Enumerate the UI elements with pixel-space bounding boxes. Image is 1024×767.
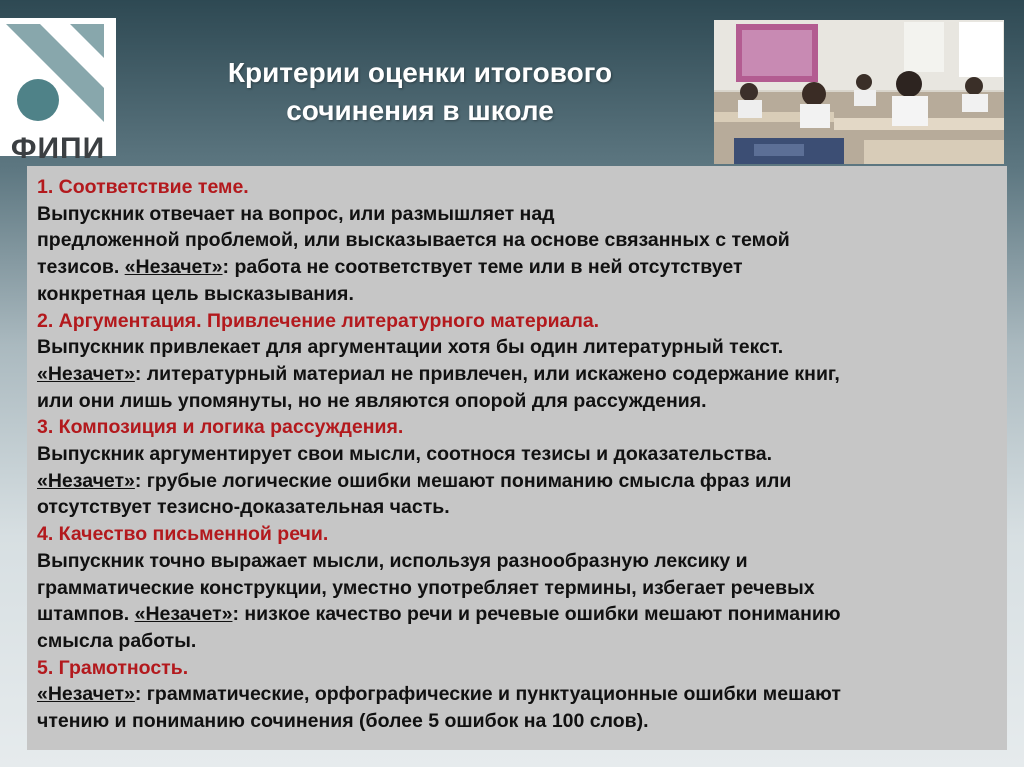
criterion-4-line-2: грамматические конструкции, уместно употребляет термины, избегает речевых xyxy=(37,576,815,599)
criterion-3-line-2: «Незачет»: грубые логические ошибки мешают пониманию смысла фраз или xyxy=(37,469,792,492)
criterion-3-line-3: отсутствует тезисно-доказательная часть. xyxy=(37,496,450,519)
criterion-2-line-2: «Незачет»: литературный материал не привлечен, или искажено содержание книг, xyxy=(37,362,840,385)
criterion-1-line-4: конкретная цель высказывания. xyxy=(37,282,354,305)
fipi-emblem-icon xyxy=(0,18,116,134)
criterion-5-line-1: «Незачет»: грамматические, орфографические и пунктуационные ошибки мешают xyxy=(37,683,841,706)
criterion-1-line-1: Выпускник отвечает на вопрос, или размышляет над xyxy=(37,202,555,225)
criterion-1-line-3: тезисов. «Незачет»: работа не соответствует теме или в ней отсутствует xyxy=(37,256,743,279)
title-line-2: сочинения в школе xyxy=(286,95,554,126)
criterion-3-line-1: Выпускник аргументирует свои мысли, соотнося тезисы и доказательства. xyxy=(37,443,773,466)
criterion-1-heading: 1. Соответствие теме. xyxy=(37,176,249,198)
criterion-4-line-4: смысла работы. xyxy=(37,629,197,652)
fail-mark: «Незачет» xyxy=(37,362,135,385)
criterion-2-heading: 2. Аргументация. Привлечение литературного материала. xyxy=(37,309,600,332)
logo-text: ФИПИ xyxy=(10,132,106,165)
criterion-3-heading: 3. Композиция и логика рассуждения. xyxy=(37,416,404,439)
fipi-logo xyxy=(0,18,116,165)
criterion-4-heading: 4. Качество письменной речи. xyxy=(37,523,329,546)
fail-mark: «Незачет» xyxy=(134,603,233,626)
criterion-5-line-2: чтению и пониманию сочинения (более 5 ошибок на 100 слов). xyxy=(37,710,649,733)
criterion-1-line-2: предложенной проблемой, или высказывается на основе связанных с темой xyxy=(37,229,790,252)
page-title xyxy=(160,54,680,130)
criterion-4-line-3: штампов. «Незачет»: низкое качество речи и речевые ошибки мешают пониманию xyxy=(37,603,841,626)
fail-mark: «Незачет» xyxy=(37,683,135,706)
criterion-2-line-3: или они лишь упомянуты, но не являются опорой для рассуждения. xyxy=(37,389,707,412)
criterion-4-line-1: Выпускник точно выражает мысли, используя разнообразную лексику и xyxy=(37,549,748,572)
classroom-image-icon xyxy=(714,20,1004,164)
classroom-photo xyxy=(714,20,1004,164)
title-line-1: Критерии оценки итогового xyxy=(227,57,613,88)
criterion-5-heading: 5. Грамотность. xyxy=(37,656,189,679)
fail-mark: «Незачет» xyxy=(124,256,223,279)
criterion-2-line-1: Выпускник привлекает для аргументации хотя бы один литературный текст. xyxy=(37,336,784,359)
criteria-panel xyxy=(27,166,1007,750)
fail-mark: «Незачет» xyxy=(37,469,135,492)
